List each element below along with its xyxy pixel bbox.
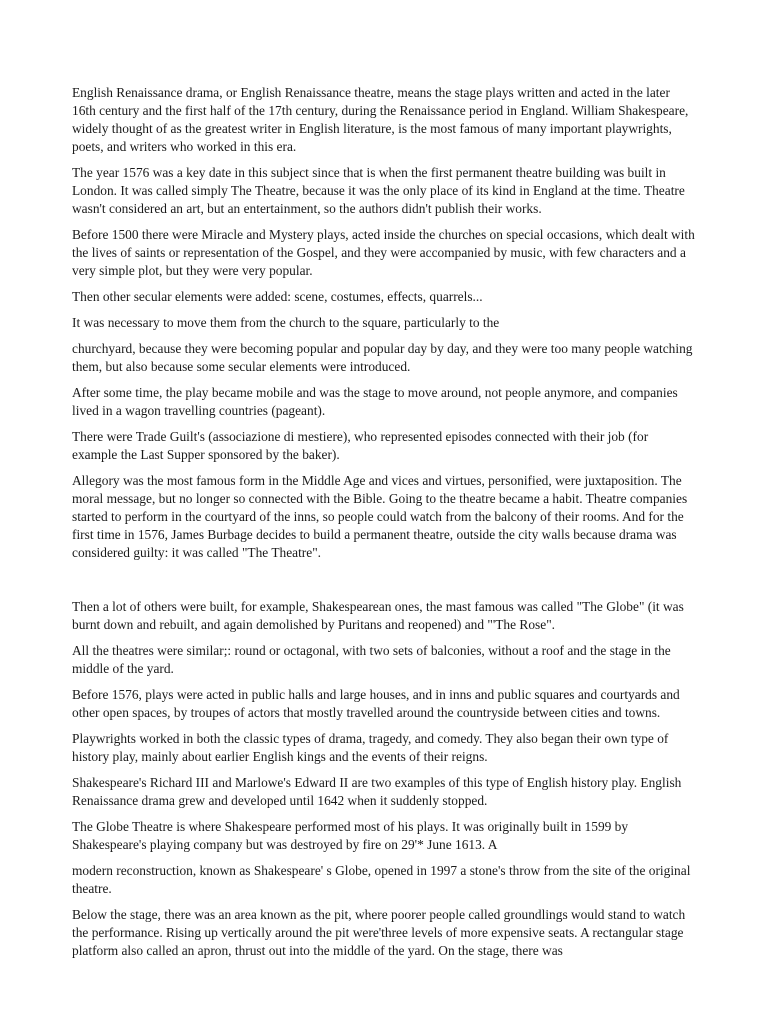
document-page — [72, 84, 696, 968]
paragraph-mobile-stage: After some time, the play became mobile and was the stage to move around, not people anymore, and companies lived in a wagon travelling countries (pageant). — [72, 385, 678, 418]
paragraph-allegory: Allegory was the most famous form in the Middle Age and vices and virtues, personified, were juxtaposition. The moral message, but no longer so connected with the Bible. Going to the theatre became a habit. Theatre companies started to perform in the courtyard of the inns, so people could watch from the balcony of their rooms. And for the first time in 1576, James Burbage decides to build a permanent theatre, outside the city walls because drama was considered guilty: it was called "The Theatre". — [72, 473, 688, 560]
paragraph-globe-rose: Then a lot of others were built, for example, Shakespearean ones, the mast famous was called "The Globe" (it was burnt down and rebuilt, and again demolished by Puritans and reopened) and "'The Rose". — [72, 599, 684, 632]
paragraph-globe-theatre: The Globe Theatre is where Shakespeare performed most of his plays. It was originally built in 1599 by Shakespeare's playing company but was destroyed by fire on 29'* June 1613. A — [72, 819, 629, 852]
paragraph-1576: The year 1576 was a key date in this subject since that is when the first permanent theatre building was built in London. It was called simply The Theatre, because it was the only place of its kind in England at the time. Theatre wasn't considered an art, but an entertainment, so the authors didn't publish their works. — [72, 165, 685, 216]
paragraph-churchyard: churchyard, because they were becoming popular and popular day by day, and they were too many people watching them, but also because some secular elements were introduced. — [72, 341, 693, 374]
paragraph-move-square: It was necessary to move them from the church to the square, particularly to the — [72, 315, 500, 330]
paragraph-trade-guilds: There were Trade Guilt's (associazione di mestiere), who represented episodes connected with their job (for example the Last Supper sponsored by the baker). — [72, 429, 649, 462]
paragraph-public-halls: Before 1576, plays were acted in public halls and large houses, and in inns and public squares and courtyards and other open spaces, by troupes of actors that mostly travelled around the countryside between cities and towns. — [72, 687, 680, 720]
paragraph-modern-reconstruction: modern reconstruction, known as Shakespeare' s Globe, opened in 1997 a stone's throw from the site of the original theatre. — [72, 863, 691, 896]
paragraph-pit: Below the stage, there was an area known as the pit, where poorer people called groundlings would stand to watch the performance. Rising up vertically around the pit were'three levels of more expensive seats. A rectangular stage platform also called an apron, thrust out into the middle of the yard. On the stage, there was — [72, 907, 686, 958]
paragraph-history-play: Shakespeare's Richard III and Marlowe's Edward II are two examples of this type of English history play. English Renaissance drama grew and developed until 1642 when it suddenly stopped. — [72, 775, 682, 808]
paragraph-before-1500: Before 1500 there were Miracle and Mystery plays, acted inside the churches on special occasions, which dealt with the lives of saints or representation of the Gospel, and they were accompanied by music, with few characters and a very simple plot, but they were very popular. — [72, 227, 695, 278]
paragraph-secular-elements: Then other secular elements were added: scene, costumes, effects, quarrels... — [72, 289, 483, 304]
paragraph-playwrights: Playwrights worked in both the classic types of drama, tragedy, and comedy. They also began their own type of history play, mainly about earlier English kings and the events of their reigns. — [72, 731, 669, 764]
paragraph-theatres-similar: All the theatres were similar;: round or octagonal, with two sets of balconies, without a roof and the stage in the middle of the yard. — [72, 643, 671, 676]
paragraph-intro: English Renaissance drama, or English Renaissance theatre, means the stage plays written and acted in the later 16th century and the first half of the 17th century, during the Renaissance period in England. William Shakespeare, widely thought of as the greatest writer in English literature, is the most famous of many important playwrights, poets, and writers who worked in this era. — [72, 85, 689, 154]
